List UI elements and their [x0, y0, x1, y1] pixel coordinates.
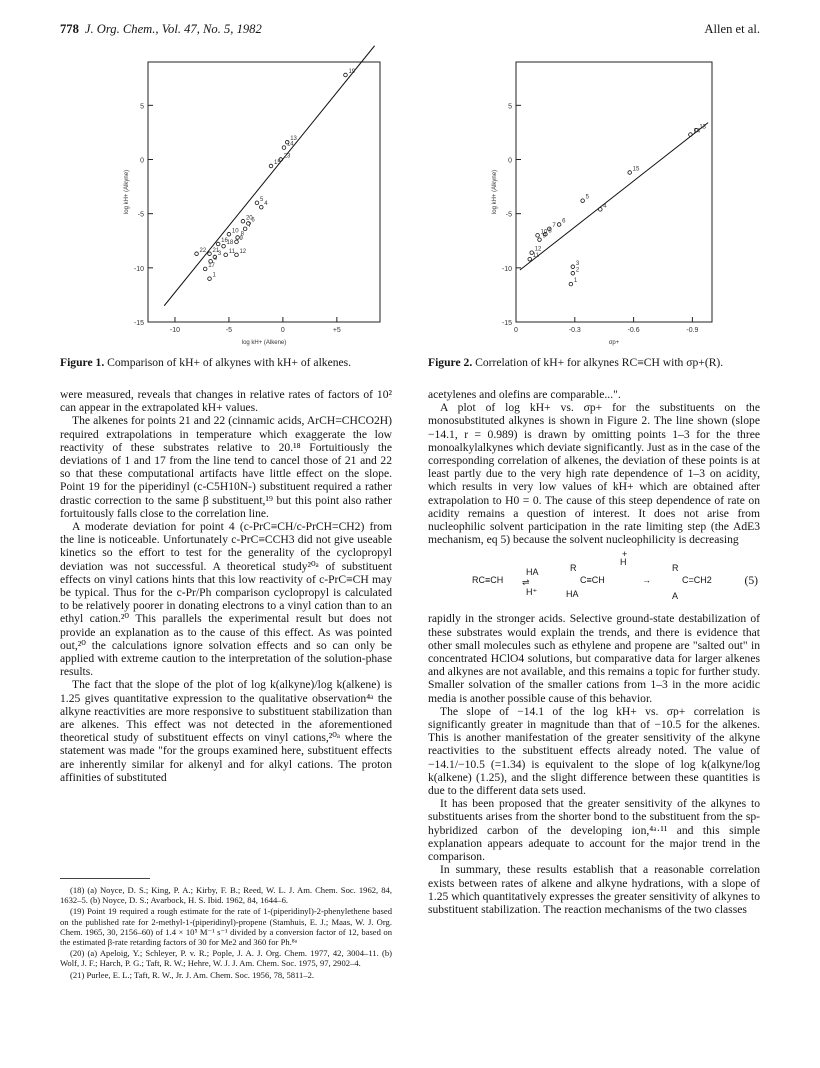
y-tick-label: 5	[508, 103, 512, 111]
data-point	[227, 232, 231, 236]
x-tick-label: -5	[225, 327, 233, 334]
paragraph: The slope of −14.1 of the log kH+ vs. σp+ correlation is significantly greater in magnitude than that of −10.5 for the alkenes. This is another manifestation of the greater sensitivity of the alkyne reactivities to the substituent effects already noted. The value of −14.1/−10.5 (=1.34) is equivalent to the slope of log k(alkyne/log k(alkene) (1.25), and the slight difference between these quantities is due to the different data sets used.	[428, 704, 760, 798]
figure-1-caption	[60, 356, 400, 370]
data-point	[569, 282, 573, 286]
figure-2-caption	[428, 356, 768, 370]
data-label: 6	[251, 217, 255, 224]
eq-r1: R	[570, 563, 577, 574]
data-label: 4	[264, 201, 268, 208]
data-label: 3	[217, 251, 222, 257]
data-label: 5	[259, 196, 264, 203]
figure-2	[488, 58, 728, 348]
footnote: (19) Point 19 required a rough estimate for the rate of 1-(piperidinyl)-2-phenylethene based on the published rate for 2-methyl-1-(piperidinyl)-propene (Stamhuis, E. J.; Maas, W. J. Org. Chem. 1965, 30, 2156–60) of 1.4 × 10⁵ M⁻¹ s⁻¹ divided by a conversion factor of 12, based on the estimated β-rate retarding factors of 30 for Me2 and 360 for Ph.⁸ᵃ	[60, 906, 392, 948]
figure-2-caption-label: Figure 2.	[428, 356, 473, 369]
eq-plus: +	[622, 549, 628, 560]
data-point	[243, 227, 247, 231]
data-point	[571, 265, 575, 269]
equation-5	[428, 549, 760, 606]
data-label: 12	[534, 246, 542, 253]
data-label: 6	[562, 218, 566, 225]
x-tick-label: 0	[514, 327, 518, 334]
data-label: 22	[199, 247, 207, 254]
header-authors: Allen et al.	[704, 22, 760, 36]
data-label: 4	[603, 203, 607, 210]
data-point	[195, 252, 199, 256]
paragraph: acetylenes and olefins are comparable...".	[428, 388, 621, 401]
data-point	[224, 253, 228, 257]
data-point	[344, 73, 348, 77]
eq-reagent: HA	[526, 567, 539, 578]
data-point	[222, 244, 226, 248]
data-point	[216, 242, 220, 246]
figure-1-caption-text: Comparison of kH+ of alkynes with kH+ of alkenes.	[107, 356, 352, 369]
data-point	[203, 267, 207, 271]
eq-reactant: RC≡CH	[472, 575, 504, 586]
x-tick-label: 0	[280, 327, 285, 334]
footnote: (20) (a) Apeloig, Y.; Schleyer, P. v. R.; Pople, J. A. J. Org. Chem. 1977, 42, 3004–11. (b) Wolf, J. F.; Harch, P. G.; Taft, R. W.; Hehre, W. J. J. Am. Chem. Soc. 1975, 97, 2902–4.	[60, 948, 392, 969]
data-label: 23	[283, 153, 291, 160]
data-label: 15	[632, 166, 640, 173]
data-label: 7	[248, 222, 252, 229]
x-tick-label: -0.3	[568, 327, 581, 334]
data-label: 19	[348, 69, 356, 75]
data-label: 21	[212, 247, 220, 254]
left-column	[60, 388, 392, 784]
data-label: 12	[239, 248, 247, 255]
data-label: 8	[548, 228, 552, 235]
data-label: 20	[245, 215, 253, 222]
data-label: 1	[573, 278, 578, 285]
eq-ha: HA	[566, 589, 579, 600]
data-label: 14	[693, 128, 701, 135]
data-point	[282, 146, 286, 150]
footnote-rule	[60, 878, 150, 879]
data-point	[235, 253, 239, 257]
x-tick-label: +5	[332, 327, 341, 334]
data-label: 2	[575, 267, 580, 274]
page-number: 778	[60, 22, 79, 36]
eq-number: (5)	[744, 574, 758, 588]
running-header	[60, 22, 760, 40]
data-point	[689, 133, 693, 137]
y-tick-label: -15	[501, 320, 512, 327]
regression-line	[164, 46, 374, 306]
footnote: (21) Purlee, E. L.; Taft, R. W., Jr. J. Am. Chem. Soc. 1956, 78, 5811–2.	[70, 969, 315, 980]
y-axis-label: log kH+ (Alkyne)	[124, 169, 130, 215]
right-column	[428, 388, 760, 916]
y-tick-label: 0	[140, 157, 144, 165]
paragraph: A moderate deviation for point 4 (c-PrC≡CH/c-PrCH=CH2) from the line is noticeable. Unfortunately c-PrC≡CCH3 did not give useable kinetics so the effort to test for the generality of the cyclopropyl deviation was not successful. A theoretical study²⁰ᵃ of substituent effects on vinyl cations hints that this low reactivity of c-PrC≡CH may be typical. Thus for the c-Pr/Ph comparison cyclopropyl is calculated to be relatively poorer in donating electrons to a vinyl cation than to an ethyl cation.²⁰ This parallels the experimental result but does not provide an explanation as to the cause of this effect. As was pointed out,²⁰ the calculations ignore solvation effects and so can only be applied with extreme caution to the interpretation of the solution-phase results.	[60, 520, 392, 679]
data-label: 9	[542, 233, 546, 240]
x-tick-label: -0.9	[686, 327, 699, 334]
data-label: 10	[231, 228, 239, 235]
paragraph: A plot of log kH+ vs. σp+ for the substituents on the monosubstituted alkynes is shown in Figure 2. The line shown (slope −14.1, r = 0.989) is drawn by omitting points 1–3 for the three monoalkylalkynes which deviate significantly. Just as in the case of the corresponding correlation of alkenes, the deviation of these points is at least partly due to the very high rate dependence of 1–3 on acidity, which results in very low values of kH+ which are obtained after extrapolation to H0 = 0. The cause of this steep dependence of rate on acidity remains a question of interest. It does not arise from nucleophilic solvent participation in the rate limiting step (the AdE3 mechanism, eq 5) because the solvent nucleophilicity is decreasing	[428, 401, 760, 547]
data-label: 15	[274, 160, 281, 166]
regression-line	[520, 123, 708, 270]
paragraph: The alkenes for points 21 and 22 (cinnamic acids, ArCH=CHCO2H) required extrapolations in temperature which exaggerate the low reactivity of these substrates relative to 20.¹⁸ Fortuitiously the deviations of 1 and 17 from the line tend to cancel those of 21 and 22 so that these computational artifacts have little effect on the slope. Point 19 for the piperidinyl (c-C5H10N-) substituent required a rather drastic correction to the same β substituent,¹⁹ but this point also rather fortuitously falls close to the correlation line.	[60, 414, 392, 520]
y-axis-label: log kH+ (Alkyne)	[492, 169, 498, 215]
data-label: 9	[239, 235, 243, 242]
data-label: 11	[532, 253, 539, 260]
y-tick-label: -5	[505, 211, 512, 219]
eq-reagent-below: H⁺	[526, 587, 538, 598]
figure-1	[90, 58, 390, 348]
eq-arrow: ⇌	[522, 577, 530, 588]
eq-a: A	[672, 591, 679, 602]
figure-2-plot	[488, 58, 728, 348]
paragraph: The fact that the slope of the plot of log k(alkyne)/log k(alkene) is 1.25 gives quantitative expression to the qualitative observation⁴ᵃ the alkyne reactivities are more responsive to substituent stabilization than are alkenes. This effect was not detected in the aforementioned theoretical study of substituent effects on vinyl cations,²⁰ᵃ where the statement was made "for the groups examined here, substituent effects are inherently similar for alkenyl and for alkyl cations. The proton affinities of substituted	[60, 678, 392, 784]
eq-r2: R	[672, 563, 679, 574]
journal-citation: J. Org. Chem., Vol. 47, No. 5, 1982	[84, 22, 262, 36]
plot-frame	[516, 62, 712, 322]
data-point	[208, 252, 212, 256]
data-point	[241, 219, 245, 223]
data-label: 11	[228, 248, 235, 255]
data-point	[269, 164, 273, 168]
data-label: 14	[286, 141, 294, 148]
y-tick-label: 0	[508, 157, 512, 165]
footnote: (18) (a) Noyce, D. S.; King, P. A.; Kirby, F. B.; Reed, W. L. J. Am. Chem. Soc. 1962, 84, 1632–5. (b) Noyce, D. S.; Avarbock, H. S. Ibid. 1962, 84, 1644–6.	[60, 885, 392, 906]
eq-h: H	[620, 557, 627, 568]
data-label: 17	[208, 262, 215, 269]
data-point	[208, 277, 212, 281]
data-point	[528, 257, 532, 261]
data-point	[538, 238, 542, 242]
data-label: 2	[213, 255, 217, 262]
eq-arrow-2: →	[642, 575, 651, 586]
data-label: 1	[212, 272, 216, 279]
data-label: 5	[585, 194, 589, 201]
eq-product: C=CH2	[682, 575, 712, 586]
data-label: 8	[240, 231, 244, 238]
data-point	[235, 240, 239, 244]
data-point	[536, 234, 540, 238]
y-tick-label: 5	[140, 103, 144, 111]
data-label: 3	[575, 260, 580, 267]
data-label: 13	[290, 136, 297, 143]
eq-mid: C≡CH	[580, 575, 605, 586]
x-axis-label: log kH+ (Alkene)	[241, 340, 287, 346]
data-label: 7	[552, 222, 556, 229]
y-tick-label: -15	[133, 320, 144, 327]
data-point	[571, 271, 575, 275]
data-point	[581, 199, 585, 203]
data-point	[628, 171, 632, 175]
y-tick-label: -5	[137, 211, 144, 219]
paragraph: It has been proposed that the greater sensitivity of the alkynes to substituents arises from the shorter bond to the substituent from the sp-hybridized carbon of the developing ion,⁴ᵃ·¹¹ and this simple explanation appears adequate to account for the major trend in the comparison.	[428, 797, 760, 864]
data-point	[598, 208, 602, 212]
data-label: 10	[540, 229, 548, 236]
paragraph: In summary, these results establish that a reasonable correlation exists between rates of alkene and alkyne hydrations, with a slope of 1.25 which quantitatively expresses the greater sensitivity of alkynes to substituent stabilization. The reaction mechanisms of the two classes	[428, 863, 760, 916]
data-label: 16	[221, 238, 228, 244]
y-tick-label: -10	[133, 265, 144, 273]
data-point	[557, 223, 561, 227]
x-tick-label: -10	[169, 327, 181, 334]
data-point	[260, 205, 264, 209]
figure-2-caption-text: Correlation of kH+ for alkynes RC≡CH with σp+(R).	[475, 356, 724, 369]
figure-1-caption-label: Figure 1.	[60, 356, 105, 369]
data-label: 13	[699, 124, 707, 131]
paragraph: were measured, reveals that changes in relative rates of factors of 10² can appear in the extrapolated kH+ values.	[60, 388, 392, 415]
paragraph: rapidly in the stronger acids. Selective ground-state destabilization of these substrates would explain the trends, and there is evidence that other small molecules such as ethylene and propene are "salted out" in concentrated HClO4 solutions, but comparative data for larger alkenes and alkynes are not available, and this remains a topic for further study. Smaller solvation of the smaller cations from 1–3 in the more acidic media is another possible cause of this behavior.	[428, 612, 760, 705]
header-left	[60, 22, 262, 37]
data-point	[255, 201, 259, 205]
footnotes	[60, 878, 392, 981]
x-axis-label: σp+	[608, 340, 620, 346]
figure-1-plot	[90, 58, 390, 348]
x-tick-label: -0.6	[627, 327, 640, 334]
y-tick-label: -10	[501, 265, 512, 273]
data-label: 18	[226, 240, 234, 247]
